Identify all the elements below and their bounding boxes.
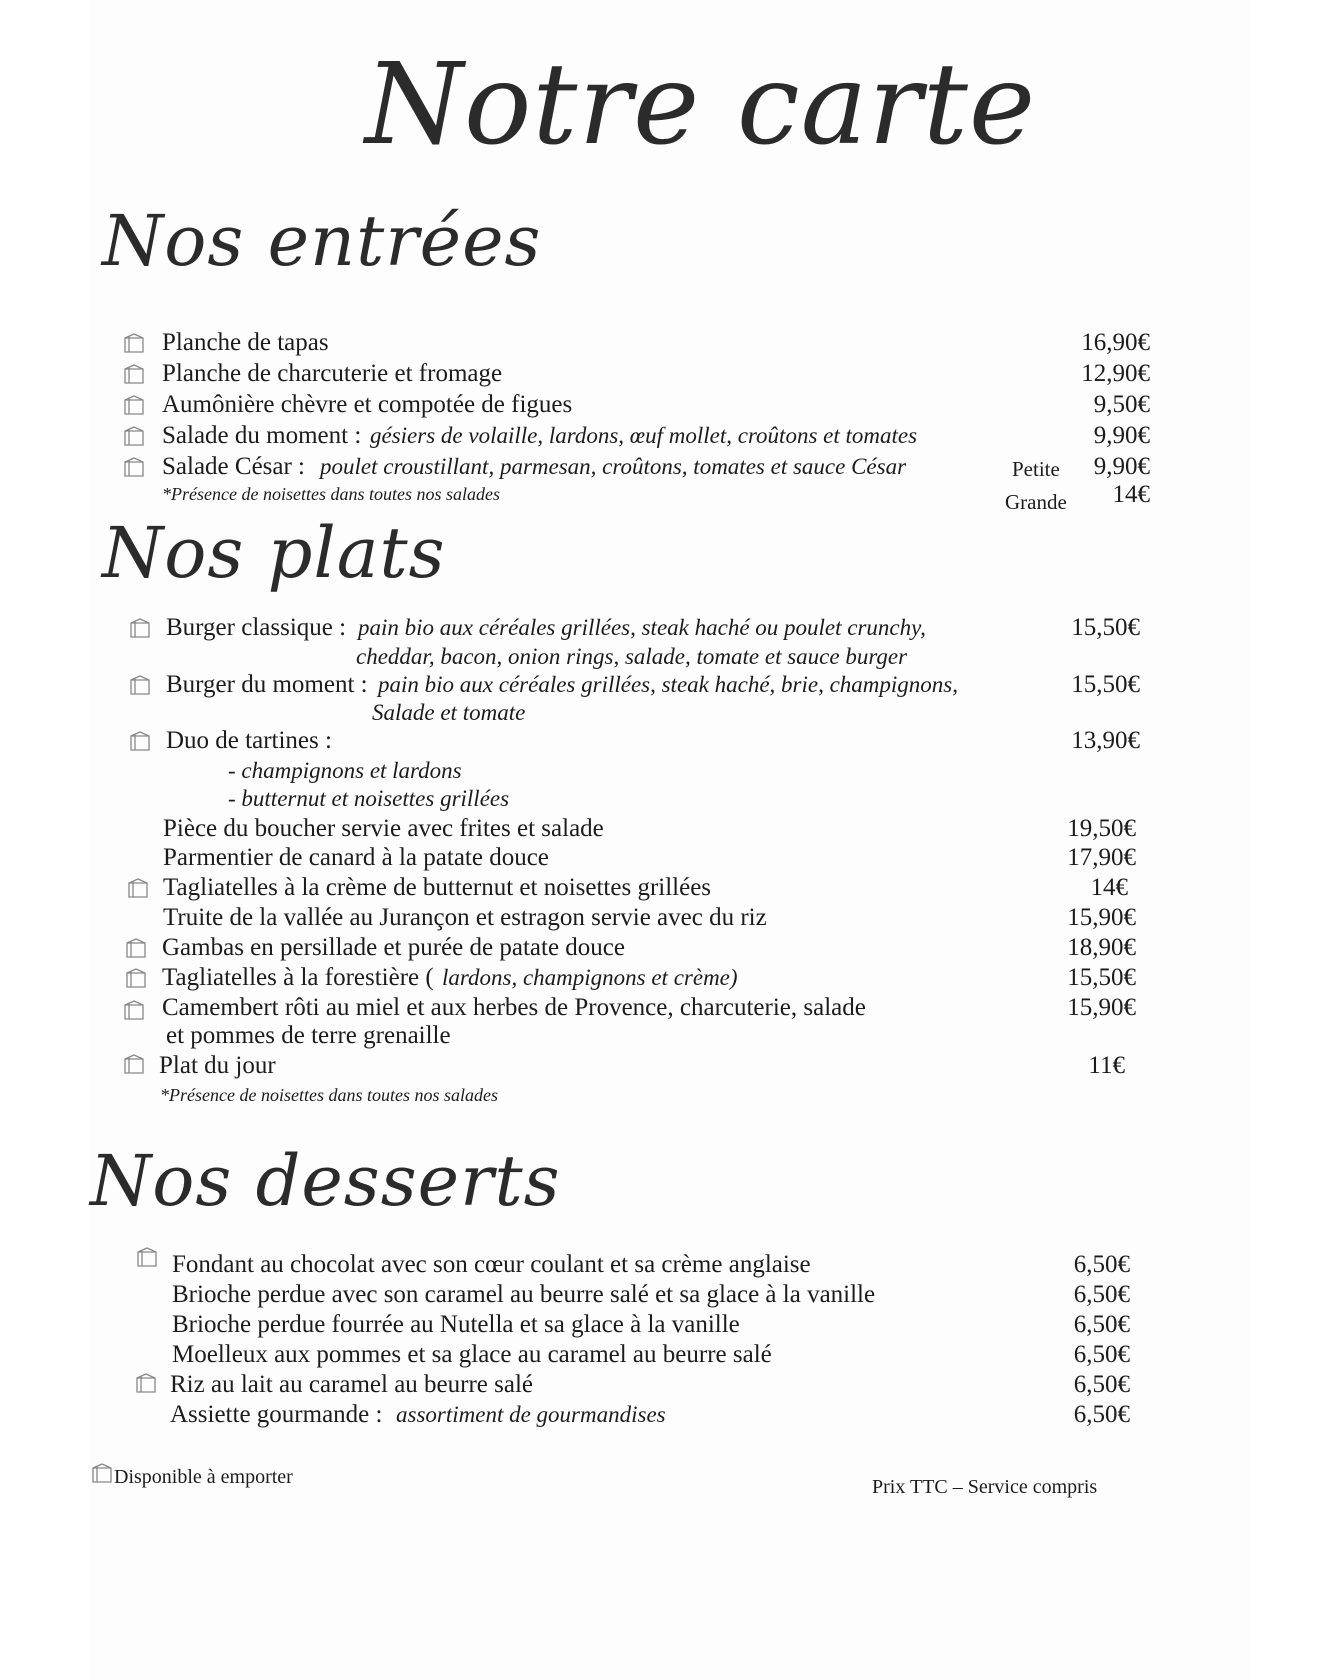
allergen-note: *Présence de noisettes dans toutes nos salades: [160, 1085, 498, 1105]
item-price: 6,50€: [1073, 1251, 1130, 1278]
takeaway-legend-label: Disponible à emporter: [114, 1466, 293, 1488]
item-description: gésiers de volaille, lardons, œuf mollet, croûtons et tomates: [370, 423, 918, 448]
item-name: Burger classique :: [166, 614, 347, 641]
item-name: Parmentier de canard à la patate douce: [163, 844, 549, 871]
takeaway-box-icon: [90, 1462, 114, 1484]
item-name: et pommes de terre grenaille: [166, 1022, 451, 1049]
item-name: Planche de charcuterie et fromage: [162, 360, 503, 387]
item-price: 6,50€: [1073, 1281, 1130, 1308]
item-price: 6,50€: [1073, 1341, 1130, 1368]
item-price: 15,90€: [1067, 994, 1136, 1021]
takeaway-box-icon: [128, 730, 152, 752]
item-price: 14€: [1090, 874, 1128, 901]
takeaway-box-icon: [134, 1372, 158, 1394]
item-name: Salade du moment :: [162, 422, 362, 449]
takeaway-box-icon: [128, 617, 152, 639]
size-label-petite: Petite: [1012, 457, 1060, 481]
prices-note: Prix TTC – Service compris: [872, 1476, 1098, 1498]
item-name: Riz au lait au caramel au beurre salé: [170, 1371, 534, 1398]
menu-page: [90, 0, 1250, 1680]
item-name: Duo de tartines :: [166, 727, 332, 754]
takeaway-box-icon: [122, 1053, 146, 1075]
takeaway-box-icon: [122, 425, 146, 447]
item-description: cheddar, bacon, onion rings, salade, tomate et sauce burger: [356, 644, 908, 669]
takeaway-box-icon: [126, 877, 150, 899]
item-price: 15,90€: [1067, 904, 1136, 931]
item-name: Pièce du boucher servie avec frites et salade: [163, 815, 604, 842]
allergen-note: *Présence de noisettes dans toutes nos salades: [162, 484, 500, 504]
item-description: poulet croustillant, parmesan, croûtons, tomates et sauce César: [320, 454, 907, 479]
sub-item: - champignons et lardons: [228, 758, 462, 783]
item-price: 14€: [1112, 481, 1150, 508]
section-title-plats: Nos plats: [102, 512, 446, 594]
item-name: Brioche perdue avec son caramel au beurre salé et sa glace à la vanille: [172, 1281, 876, 1308]
takeaway-box-icon: [135, 1246, 159, 1268]
takeaway-box-icon: [122, 394, 146, 416]
page-title: Notre carte: [365, 40, 1037, 170]
item-description: pain bio aux céréales grillées, steak haché, brie, champignons,: [378, 672, 958, 697]
item-name: Plat du jour: [159, 1052, 276, 1079]
item-description: lardons, champignons et crème): [442, 965, 738, 990]
item-description: assortiment de gourmandises: [396, 1402, 666, 1427]
item-price: 15,50€: [1067, 964, 1136, 991]
item-price: 13,90€: [1071, 727, 1140, 754]
item-price: 12,90€: [1081, 360, 1150, 387]
item-price: 9,50€: [1093, 391, 1150, 418]
item-name: Camembert rôti au miel et aux herbes de Provence, charcuterie, salade: [162, 994, 866, 1021]
item-price: 9,90€: [1093, 422, 1150, 449]
item-description: pain bio aux céréales grillées, steak haché ou poulet crunchy,: [358, 615, 926, 640]
item-price: 15,50€: [1071, 614, 1140, 641]
section-title-entrees: Nos entrées: [102, 200, 542, 282]
item-name: Fondant au chocolat avec son cœur coulant et sa crème anglaise: [172, 1251, 811, 1278]
item-name: Burger du moment :: [166, 671, 368, 698]
item-price: 17,90€: [1067, 844, 1136, 871]
item-name: Gambas en persillade et purée de patate douce: [162, 934, 625, 961]
item-price: 6,50€: [1073, 1401, 1130, 1428]
item-name: Brioche perdue fourrée au Nutella et sa glace à la vanille: [172, 1311, 740, 1338]
item-name: Tagliatelles à la forestière (: [162, 964, 434, 991]
takeaway-box-icon: [128, 674, 152, 696]
sub-item: - butternut et noisettes grillées: [228, 786, 510, 811]
takeaway-box-icon: [122, 332, 146, 354]
takeaway-box-icon: [124, 967, 148, 989]
item-price: 15,50€: [1071, 671, 1140, 698]
item-price: 9,90€: [1093, 453, 1150, 480]
takeaway-box-icon: [122, 363, 146, 385]
item-price: 6,50€: [1073, 1371, 1130, 1398]
section-title-desserts: Nos desserts: [90, 1140, 561, 1222]
item-name: Aumônière chèvre et compotée de figues: [162, 391, 573, 418]
item-name: Assiette gourmande :: [170, 1401, 383, 1428]
takeaway-box-icon: [122, 999, 146, 1021]
item-name: Tagliatelles à la crème de butternut et noisettes grillées: [163, 874, 712, 901]
item-price: 6,50€: [1073, 1311, 1130, 1338]
item-price: 11€: [1088, 1052, 1125, 1079]
item-name: Planche de tapas: [162, 329, 329, 356]
takeaway-box-icon: [122, 456, 146, 478]
size-label-grande: Grande: [1005, 490, 1067, 514]
item-price: 19,50€: [1067, 815, 1136, 842]
takeaway-box-icon: [124, 937, 148, 959]
item-price: 18,90€: [1067, 934, 1136, 961]
item-name: Salade César :: [162, 453, 306, 480]
item-description: Salade et tomate: [372, 700, 526, 725]
item-name: Truite de la vallée au Jurançon et estragon servie avec du riz: [163, 904, 767, 931]
item-name: Moelleux aux pommes et sa glace au caramel au beurre salé: [172, 1341, 772, 1368]
item-price: 16,90€: [1081, 329, 1150, 356]
